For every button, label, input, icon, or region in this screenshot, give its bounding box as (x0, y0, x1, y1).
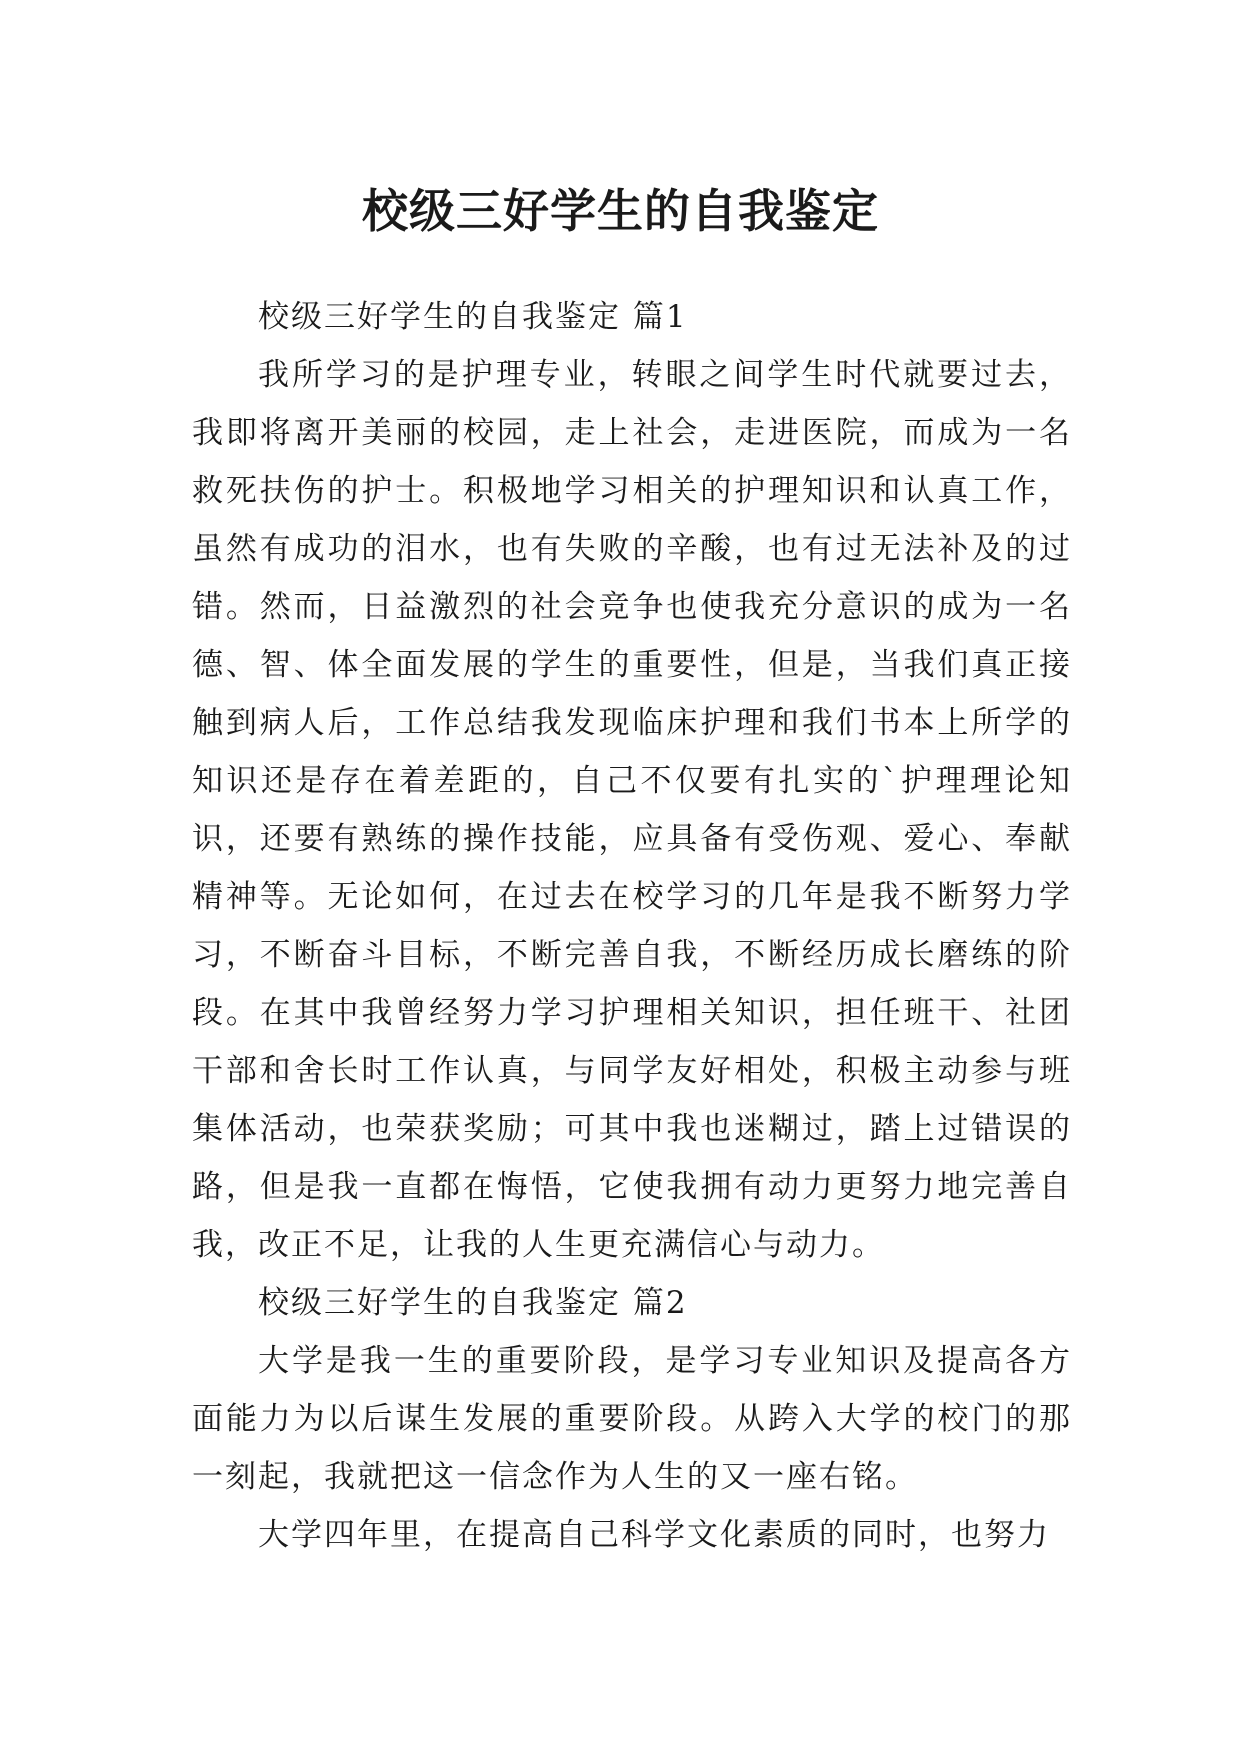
section-heading: 校级三好学生的自我鉴定 篇1 (258, 299, 688, 335)
body-paragraph: 我所学习的是护理专业，转眼之间学生时代就要过去，我即将离开美丽的校园，走上社会，走进医院，而成为一名救死扶伤的护士。积极地学习相关的护理知识和认真工作，虽然有成功的泪水，也有失败的辛酸，也有过无法补及的过错。然而，日益激烈的社会竞争也使我充分意识的成为一名德、智、体全面发展的学生的重要性，但是，当我们真正接触到病人后，工作总结我发现临床护理和我们书本上所学的知识还是存在着差距的，自己不仅要有扎实的`护理理论知识，还要有熟练的操作技能，应具备有受伤观、爱心、奉献精神等。无论如何，在过去在校学习的几年是我不断努力学习，不断奋斗目标，不断完善自我，不断经历成长磨练的阶段。在其中我曾经努力学习护理相关知识，担任班干、社团干部和舍长时工作认真，与同学友好相处，积极主动参与班集体活动，也荣获奖励；可其中我也迷糊过，踏上过错误的路，但是我一直都在悔悟，它使我拥有动力更努力地完善自我，改正不足，让我的人生更充满信心与动力。 (192, 357, 1072, 1263)
section-heading: 校级三好学生的自我鉴定 篇2 (258, 1285, 688, 1321)
body-paragraph: 大学是我一生的重要阶段，是学习专业知识及提高各方面能力为以后谋生发展的重要阶段。从跨入大学的校门的那一刻起，我就把这一信念作为人生的又一座右铭。 (192, 1343, 1072, 1495)
body-paragraph: 大学四年里，在提高自己科学文化素质的同时，也努力 (258, 1517, 1050, 1553)
document-body (192, 288, 1072, 1564)
document-title: 校级三好学生的自我鉴定 (362, 183, 879, 238)
